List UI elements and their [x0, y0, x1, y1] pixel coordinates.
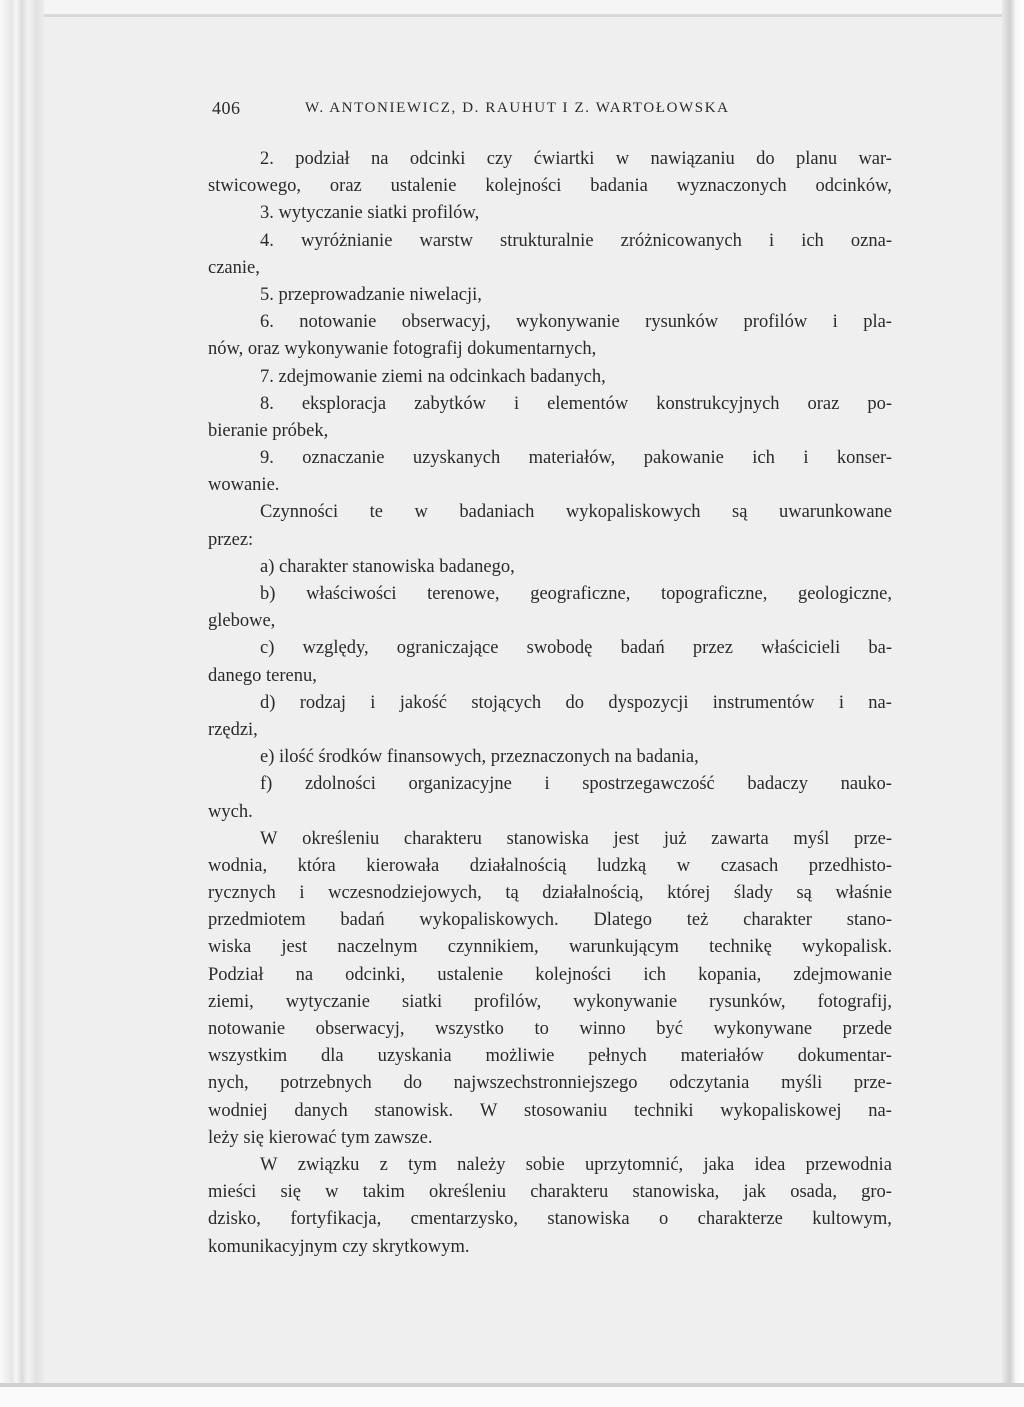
word: badaniach	[459, 502, 535, 523]
word: wodniej	[208, 1100, 268, 1121]
word: wszystkim	[208, 1046, 288, 1067]
word: zdolności	[304, 774, 376, 795]
text-line	[208, 391, 892, 418]
word: charakteru	[530, 1182, 609, 1203]
text-line: e) ilość środków finansowych, przeznaczonych na badania,	[260, 747, 699, 768]
word: swobodę	[526, 638, 593, 659]
word: przedhisto-	[808, 855, 892, 876]
word: konstrukcyjnych	[656, 393, 780, 414]
word: już	[663, 828, 687, 849]
word: charakter	[743, 910, 812, 931]
word: f)	[260, 774, 273, 795]
word: Czynności	[260, 502, 339, 523]
word: i	[299, 883, 305, 904]
word: eksploracja	[301, 393, 387, 414]
word: właśnie	[835, 883, 892, 904]
word: w	[676, 855, 691, 876]
word: stwicowego,	[208, 176, 301, 197]
word: prze-	[854, 828, 892, 849]
text-line: danego terenu,	[208, 665, 317, 686]
word: ludzką	[596, 855, 647, 876]
text-line	[208, 1043, 892, 1070]
word: ba-	[868, 638, 892, 659]
text-line	[208, 1179, 892, 1206]
word: obserwacyj,	[315, 1019, 405, 1039]
page-number: 406	[212, 98, 241, 118]
word: też	[686, 910, 709, 931]
word: odczytania	[669, 1073, 750, 1094]
word: pakowanie	[643, 448, 724, 469]
word: to	[534, 1019, 549, 1039]
word: wykopaliskowej	[720, 1100, 842, 1121]
word: działalnością	[469, 855, 567, 876]
word: winno	[579, 1019, 626, 1039]
word: myśl	[793, 828, 830, 849]
word: przewodnia	[805, 1154, 892, 1175]
word: działalnością,	[542, 883, 644, 904]
word: rysunków,	[709, 991, 786, 1012]
word: kopania,	[698, 964, 762, 985]
word: właścicieli	[761, 638, 841, 659]
text-line	[208, 635, 892, 662]
word: odcinki	[409, 149, 466, 169]
word: są	[732, 502, 748, 523]
word: myśli	[781, 1073, 823, 1094]
word: Dlatego	[593, 910, 652, 931]
word: na	[371, 149, 389, 169]
word: c)	[260, 638, 275, 659]
word: rodzaj	[299, 692, 346, 713]
text-line: przez:	[208, 529, 254, 550]
word: geograficzne,	[530, 584, 631, 604]
word: ustalenie	[390, 176, 457, 197]
word: d)	[260, 692, 276, 713]
word: i	[838, 692, 844, 713]
word: możliwie	[485, 1046, 555, 1067]
word: wiska	[208, 937, 252, 958]
word: warstw	[419, 230, 473, 251]
word: tym	[408, 1154, 437, 1175]
word: oznaczanie	[302, 448, 385, 469]
word: oraz	[329, 176, 362, 197]
word: jakość	[399, 692, 447, 713]
word: stosowaniu	[524, 1100, 608, 1121]
word: która	[297, 855, 336, 876]
word: notowanie	[299, 312, 377, 333]
word: pla-	[863, 312, 892, 333]
text-line	[208, 1206, 892, 1233]
word: cmentarzysko,	[410, 1209, 519, 1230]
word: ustalenie	[437, 964, 504, 985]
word: stanowiska,	[632, 1182, 720, 1203]
text-line: 3. wytyczanie siatki profilów,	[260, 203, 480, 224]
word: odcinki,	[345, 964, 406, 985]
text-line: rzędzi,	[208, 719, 258, 740]
word: charakteru	[403, 828, 482, 849]
word: zawarta	[711, 828, 769, 849]
word: b)	[260, 584, 276, 604]
word: topograficzne,	[661, 584, 768, 604]
word: której	[667, 883, 711, 904]
word: gro-	[861, 1182, 892, 1203]
word: siatki	[402, 991, 443, 1012]
word: przedmiotem	[208, 910, 306, 931]
word: stanowiska	[547, 1209, 630, 1230]
word: na-	[868, 692, 892, 713]
word: określeniu	[429, 1182, 507, 1203]
word: rycznych	[208, 883, 276, 904]
word: materiałów,	[528, 448, 616, 469]
word: war-	[858, 149, 892, 169]
word: notowanie	[208, 1019, 286, 1039]
word: przez	[692, 638, 733, 659]
text-line	[208, 228, 892, 255]
word: spostrzegawczość	[582, 774, 715, 795]
word: względy,	[302, 638, 369, 659]
word: zdejmowanie	[793, 964, 892, 985]
word: o	[659, 1209, 669, 1230]
text-line	[208, 853, 892, 880]
word: i	[544, 774, 550, 795]
text-line: leży się kierować tym zawsze.	[208, 1127, 433, 1148]
word: profilów	[743, 312, 808, 333]
word: się	[280, 1182, 302, 1203]
word: wykonywanie	[573, 991, 678, 1012]
word: dzisko,	[208, 1209, 261, 1230]
word: zróżnicowanych	[620, 230, 742, 251]
word: nawiązaniu	[650, 149, 735, 169]
word: czasach	[720, 855, 779, 876]
word: uprzytomnić,	[585, 1154, 684, 1175]
word: być	[656, 1019, 683, 1039]
word: wodnia,	[208, 855, 268, 876]
word: ślady	[733, 883, 773, 904]
word: i	[370, 692, 376, 713]
word: charakterze	[697, 1209, 783, 1230]
word: osada,	[790, 1182, 837, 1203]
word: W	[479, 1100, 498, 1121]
text-line	[208, 445, 892, 472]
word: sobie	[525, 1154, 565, 1175]
word: materiałów	[680, 1046, 764, 1067]
text-line: wowanie.	[208, 475, 280, 496]
word: ograniczające	[396, 638, 499, 659]
page-header	[212, 98, 892, 122]
text-line	[208, 907, 892, 934]
word: idea	[754, 1154, 786, 1175]
text-line	[208, 1152, 892, 1179]
word: do	[756, 149, 775, 169]
word: wyróżnianie	[300, 230, 393, 251]
word: techniki	[633, 1100, 694, 1121]
text-line: wych.	[208, 801, 253, 822]
text-line	[208, 826, 892, 853]
text-line: czanie,	[208, 257, 260, 278]
word: stano-	[846, 910, 892, 931]
word: uzyskanych	[412, 448, 501, 469]
word: jaka	[703, 1154, 735, 1175]
word: kolejności	[535, 964, 612, 985]
word: terenowe,	[427, 584, 500, 604]
word: geologiczne,	[797, 584, 892, 604]
word: takim	[362, 1182, 405, 1203]
text-line: 5. przeprowadzanie niwelacji,	[260, 284, 482, 305]
word: planu	[795, 149, 838, 169]
word: 4.	[260, 230, 274, 251]
word: tą	[505, 883, 519, 904]
word: konser-	[836, 448, 892, 469]
word: wykonywanie	[515, 312, 620, 333]
word: potrzebnych	[280, 1073, 372, 1094]
page-body-text	[208, 146, 892, 1261]
word: określeniu	[302, 828, 380, 849]
word: elementów	[547, 393, 629, 414]
word: związku	[297, 1154, 360, 1175]
text-line	[208, 989, 892, 1016]
text-line	[208, 962, 892, 989]
word: W	[260, 828, 278, 849]
word: prze-	[853, 1073, 892, 1094]
word: organizacyjne	[408, 774, 512, 795]
word: czynnikiem,	[447, 937, 539, 958]
text-line	[208, 880, 892, 907]
word: właściwości	[306, 584, 397, 604]
word: obserwacyj,	[401, 312, 491, 333]
word: oraz	[807, 393, 840, 414]
word: badaczy	[747, 774, 808, 795]
text-line	[208, 499, 892, 526]
text-line: 7. zdejmowanie ziemi na odcinkach badanych,	[260, 366, 606, 387]
text-line	[208, 690, 892, 717]
word: fortyfikacja,	[290, 1209, 382, 1230]
word: te	[369, 502, 383, 523]
word: ich	[752, 448, 775, 469]
word: ich	[801, 230, 824, 251]
word: wykonywane	[713, 1019, 813, 1039]
word: jak	[743, 1182, 767, 1203]
word: najwszechstronniejszego	[453, 1073, 638, 1094]
word: i	[513, 393, 520, 414]
word: w	[615, 149, 630, 169]
text-line	[208, 146, 892, 173]
text-line	[208, 1098, 892, 1125]
text-line	[208, 1070, 892, 1097]
word: wczesnodziejowych,	[328, 883, 482, 904]
word: profilów,	[474, 991, 542, 1012]
word: badań	[620, 638, 665, 659]
word: ich	[643, 964, 666, 985]
word: fotografij,	[817, 991, 892, 1012]
word: czy	[486, 149, 513, 169]
word: stanowiska	[506, 828, 589, 849]
text-line	[208, 771, 892, 798]
word: Podział	[208, 964, 264, 985]
word: jest	[613, 828, 640, 849]
word: przede	[842, 1019, 892, 1039]
word: i	[832, 312, 838, 333]
word: w	[325, 1182, 339, 1203]
word: danych	[294, 1100, 348, 1121]
word: kierowała	[366, 855, 440, 876]
text-line	[208, 1016, 892, 1043]
word: kolejności	[485, 176, 562, 197]
word: odcinków,	[815, 176, 892, 197]
word: mieści	[208, 1182, 257, 1203]
word: ziemi,	[208, 991, 254, 1012]
word: dla	[321, 1046, 344, 1067]
word: i	[803, 448, 809, 469]
word: po-	[867, 393, 892, 414]
word: do	[565, 692, 584, 713]
word: stojących	[471, 692, 542, 713]
text-line: a) charakter stanowiska badanego,	[260, 556, 515, 577]
word: z	[379, 1154, 388, 1175]
word: podział	[295, 149, 350, 169]
word: wytyczanie	[285, 991, 370, 1012]
word: nych,	[208, 1073, 249, 1094]
word: rysunków	[645, 312, 719, 333]
word: warunkującym	[568, 937, 679, 958]
word: są	[796, 883, 812, 904]
word: badań	[340, 910, 385, 931]
word: ozna-	[850, 230, 892, 251]
text-line: komunikacyjnym czy skrytkowym.	[208, 1236, 470, 1257]
word: ćwiartki	[533, 149, 595, 169]
word: wykopaliskowych.	[419, 910, 559, 931]
word: kultowym,	[812, 1209, 892, 1230]
word: badania	[590, 176, 648, 197]
text-line: bieranie próbek,	[208, 420, 329, 441]
word: dokumentar-	[797, 1046, 892, 1067]
word: jest	[281, 937, 308, 958]
word: 2.	[260, 149, 274, 169]
word: 9.	[260, 448, 274, 469]
word: 8.	[260, 393, 274, 414]
word: na-	[868, 1100, 892, 1121]
word: wszystko	[435, 1019, 504, 1039]
word: należy	[457, 1154, 506, 1175]
word: wykopaliskowych	[565, 502, 701, 523]
scan-edge-right	[1002, 0, 1024, 1407]
word: wykopalisk.	[802, 937, 892, 958]
word: i	[768, 230, 775, 251]
word: dyspozycji	[608, 692, 689, 713]
scan-edge-bottom	[0, 1383, 1024, 1407]
scan-edge-left	[0, 0, 44, 1407]
word: technikę	[709, 937, 772, 958]
text-line: nów, oraz wykonywanie fotografij dokumentarnych,	[208, 339, 597, 360]
word: naczelnym	[337, 937, 418, 958]
word: pełnych	[588, 1046, 647, 1067]
text-line	[208, 934, 892, 961]
running-head: W. ANTONIEWICZ, D. RAUHUT I Z. WARTOŁOWSKA	[305, 100, 730, 116]
word: strukturalnie	[500, 230, 594, 251]
word: stanowisk.	[374, 1100, 454, 1121]
word: W	[260, 1154, 278, 1175]
text-line	[208, 309, 892, 336]
word: na	[295, 964, 314, 985]
word: instrumentów	[712, 692, 815, 713]
word: zabytków	[414, 393, 486, 414]
word: 6.	[260, 312, 274, 333]
word: nauko-	[840, 774, 892, 795]
word: uwarunkowane	[778, 502, 892, 523]
word: wyznaczonych	[676, 176, 787, 197]
word: uzyskania	[377, 1046, 452, 1067]
text-line: glebowe,	[208, 611, 276, 632]
scan-edge-top	[0, 0, 1024, 17]
word: do	[403, 1073, 422, 1094]
text-line	[208, 173, 892, 200]
word: w	[414, 502, 428, 523]
text-line	[208, 581, 892, 608]
